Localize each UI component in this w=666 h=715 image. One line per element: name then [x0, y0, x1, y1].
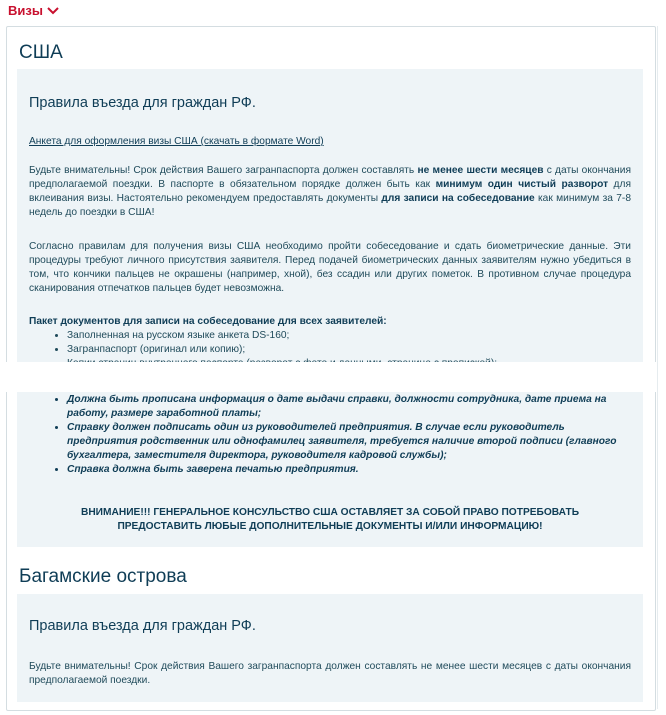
list-item: • Справка должна быть заверена печатью предприятия. — [67, 463, 631, 477]
usa-biometrics-paragraph: Согласно правилам для получения визы США необходимо пройти собеседование и сдать биометрические данные. Эти процедуры требуют личного присутствия заявителя. Перед подачей биометрических данных заявителям нужно убедиться в том, что кончики пальцев не окрашены (например, хной), без ссадин или других пометок. В противном случае процедура сканирования отпечатков пальцев будет невозможна. — [29, 241, 631, 294]
usa-notes-list — [29, 393, 631, 476]
usa-passport-paragraph — [29, 164, 631, 220]
usa-warning: ВНИМАНИЕ!!! ГЕНЕРАЛЬНОЕ КОНСУЛЬСТВО США ОСТАВЛЯЕТ ЗА СОБОЙ ПРАВО ПОТРЕБОВАТЬ ПРЕДОСТАВИТЬ ЛЮБЫЕ ДОПОЛНИТЕЛЬНЫЕ ДОКУМЕНТЫ И/ИЛИ ИНФОРМАЦИЮ! — [80, 507, 580, 532]
text: Будьте внимательны! Срок действия Вашего загранпаспорта должен составлять — [29, 165, 418, 176]
usa-info-box — [17, 69, 643, 547]
country-title-bahamas: Багамские острова — [19, 566, 187, 587]
usa-form-download-link[interactable]: Анкета для оформления визы США (скачать в формате Word) — [29, 136, 324, 147]
scrollbar-track[interactable] — [657, 26, 658, 709]
bahamas-passport-paragraph: Будьте внимательны! Срок действия Вашего загранпаспорта должен составлять не менее шести месяцев с даты окончания предполагаемой поездки. — [29, 661, 631, 686]
visas-toggle-label: Визы — [8, 3, 43, 18]
usa-docs-heading: Пакет документов для записи на собеседование для всех заявителей: — [29, 316, 387, 327]
bold-text: для записи на собеседование — [381, 192, 535, 204]
usa-rules-heading: Правила въезда для граждан РФ. — [29, 95, 256, 111]
list-item: • Справку должен подписать один из руководителей предприятия. В случае если руководитель предприятия родственник или однофамилец заявителя, требуется наличие второй подписи (главного бухгалтера, заместителя директора, руководителя кадровой службы); — [67, 421, 631, 463]
list-item: • Должна быть прописана информация о дате выдачи справки, должности сотрудника, дате приема на работу, размере заработной платы; — [67, 393, 631, 421]
bold-text: минимум один чистый разворот — [435, 178, 609, 190]
screenshot-gap — [0, 362, 666, 392]
text: как минимум за 7-8 недель до поездки в США! — [29, 192, 631, 218]
bold-text: не менее шести месяцев — [417, 165, 544, 176]
text: с даты окончания предполагаемой поездки. В паспорте в обязательном порядке должен быть как — [29, 165, 632, 190]
list-item: • Заполненная на русском языке анкета DS-160; — [67, 329, 631, 343]
bahamas-info-box — [17, 594, 643, 702]
bahamas-rules-heading: Правила въезда для граждан РФ. — [29, 618, 256, 634]
chevron-down-icon — [47, 6, 59, 16]
visas-toggle[interactable] — [8, 3, 59, 18]
country-title-usa: США — [19, 42, 63, 63]
list-item: • Загранпаспорт (оригинал или копию); — [67, 343, 631, 357]
text: для вклеивания визы. Настоятельно рекомендуем предоставлять документы — [29, 178, 631, 204]
